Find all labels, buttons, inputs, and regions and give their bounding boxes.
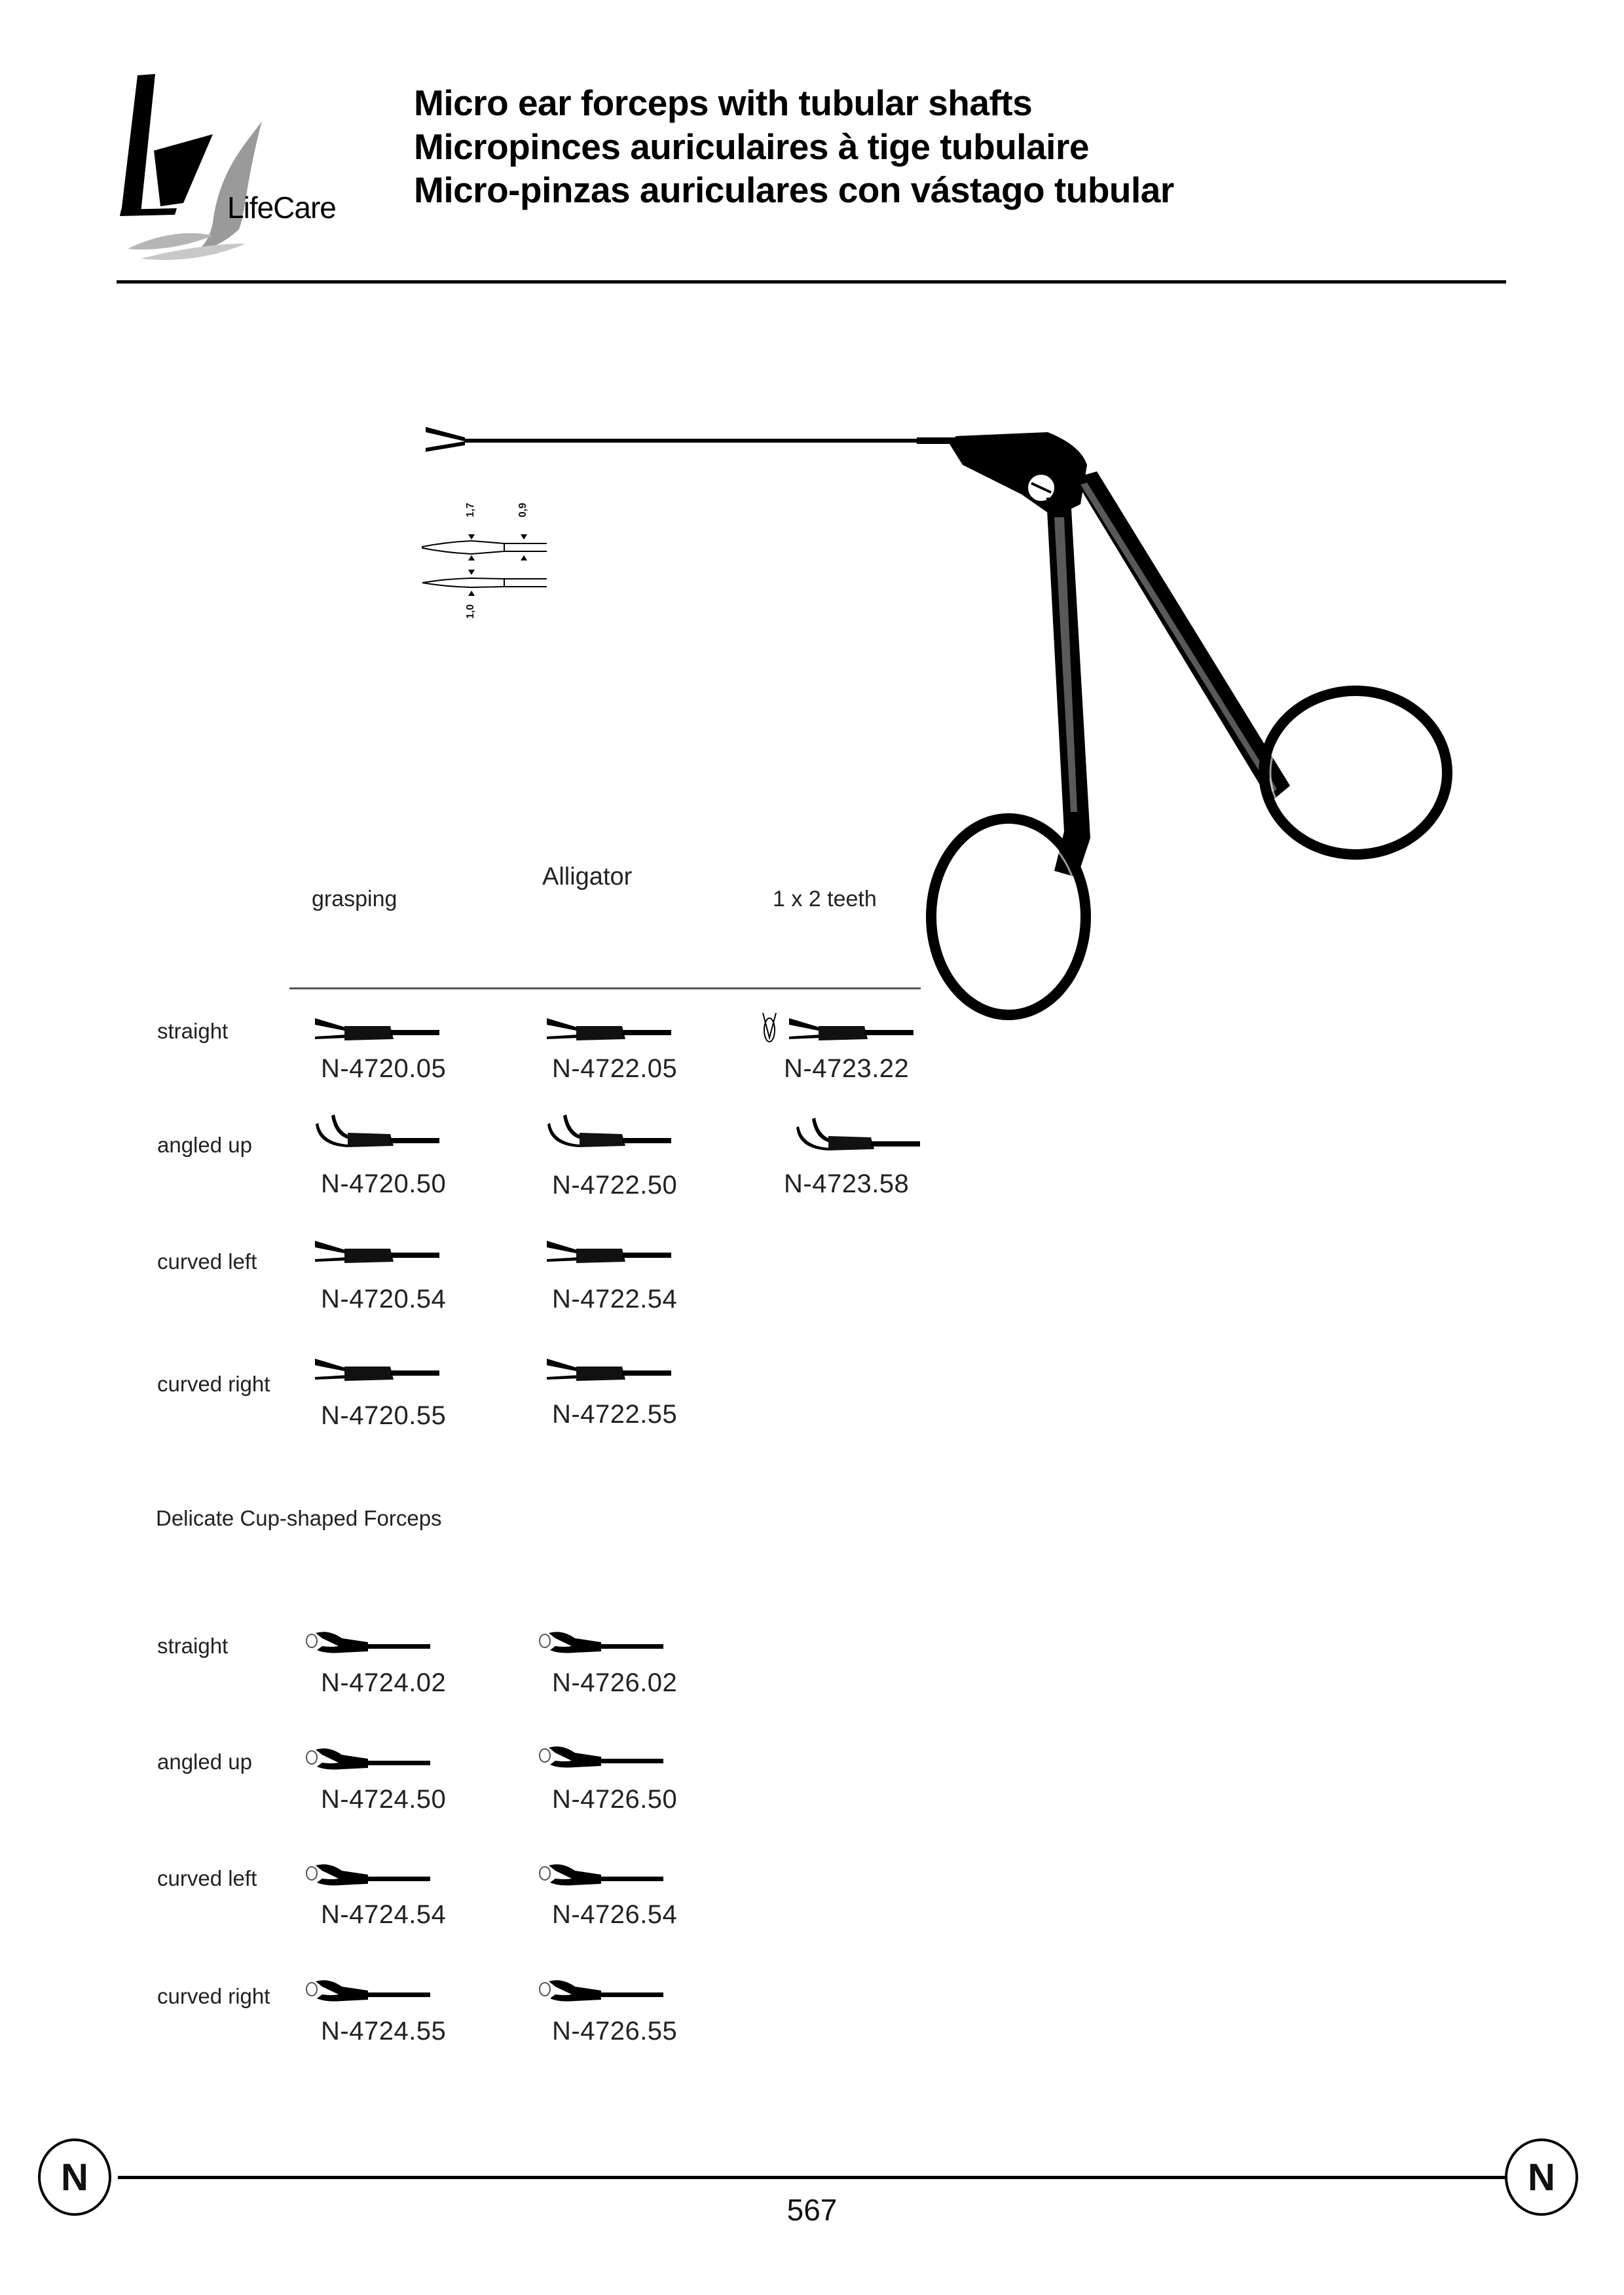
alligator-heading: Alligator — [542, 863, 633, 890]
cup-tip-angled-up-icon — [536, 1738, 667, 1778]
product-code: N-4723.58 — [784, 1169, 910, 1198]
header-divider — [117, 280, 1506, 284]
cup-tip-curved-left-icon — [303, 1856, 434, 1896]
lifecare-logo — [115, 72, 370, 268]
cup-tip-straight-icon — [303, 1624, 434, 1663]
title-english: Micro ear forceps with tubular shafts — [414, 83, 1033, 123]
tip-curved-left-grasping-icon — [312, 1234, 443, 1274]
tip-angled-alligator-icon — [544, 1113, 674, 1152]
product-code: N-4722.05 — [552, 1054, 678, 1083]
tip-curved-left-alligator-icon — [544, 1234, 674, 1274]
cup-tip-straight-icon — [536, 1624, 667, 1663]
product-code: N-4726.02 — [552, 1668, 678, 1697]
product-code: N-4722.55 — [552, 1400, 678, 1429]
product-code: N-4724.55 — [321, 2017, 447, 2046]
product-code: N-4722.54 — [552, 1285, 678, 1313]
dimension-diagram-icon — [406, 498, 563, 629]
lifecare-logo-icon — [115, 72, 370, 268]
column-header-grasping: grasping — [312, 887, 397, 911]
product-code: N-4720.55 — [321, 1401, 447, 1430]
page-number: 567 — [786, 2193, 838, 2227]
cup-tip-curved-right-icon — [303, 1972, 434, 2011]
row-label-curved-right: curved right — [157, 1372, 270, 1396]
row-label-angled-up: angled up — [157, 1750, 252, 1774]
dimension-jaw-width: 1,0 — [465, 604, 477, 619]
title-spanish: Micro-pinzas auriculares con vástago tubular — [414, 170, 1174, 210]
product-code: N-4726.55 — [552, 2017, 678, 2046]
logo-wordmark: LifeCare — [227, 191, 336, 225]
row-label-curved-left: curved left — [157, 1249, 257, 1274]
dimension-shaft-diameter: 0,9 — [517, 502, 529, 518]
section-badge-right: N — [1505, 2139, 1578, 2216]
tip-curved-right-grasping-icon — [312, 1352, 443, 1391]
row-label-curved-left: curved left — [157, 1866, 257, 1890]
product-code: N-4724.54 — [321, 1900, 447, 1929]
product-code: N-4723.22 — [784, 1054, 910, 1083]
product-code: N-4722.50 — [552, 1171, 678, 1200]
tip-dimension-diagram — [406, 498, 563, 629]
product-code: N-4726.54 — [552, 1900, 678, 1929]
tip-angled-teeth-icon — [792, 1116, 923, 1156]
row-label-straight: straight — [157, 1634, 229, 1658]
tip-curved-right-alligator-icon — [544, 1352, 674, 1391]
table-header-divider — [289, 987, 921, 989]
product-code: N-4724.50 — [321, 1785, 447, 1814]
column-header-teeth: 1 x 2 teeth — [773, 887, 877, 911]
cup-tip-angled-up-icon — [303, 1740, 434, 1780]
cup-tip-curved-left-icon — [536, 1856, 667, 1896]
row-label-straight: straight — [157, 1019, 229, 1043]
product-code: N-4720.50 — [321, 1169, 447, 1198]
footer-divider — [118, 2176, 1509, 2179]
dimension-tip-width: 1,7 — [465, 502, 477, 518]
product-code: N-4726.50 — [552, 1785, 678, 1814]
product-code: N-4720.05 — [321, 1054, 447, 1083]
cup-forceps-heading: Delicate Cup-shaped Forceps — [156, 1506, 442, 1530]
tip-straight-teeth-icon — [786, 1012, 917, 1051]
teeth-profile-icon — [760, 1012, 779, 1044]
forceps-drawing-icon — [419, 419, 1480, 1021]
section-badge-left: N — [38, 2139, 111, 2216]
tip-straight-grasping-icon — [312, 1012, 443, 1051]
tip-straight-alligator-icon — [544, 1012, 674, 1051]
title-french: Micropinces auriculaires à tige tubulaire — [414, 126, 1089, 167]
row-label-curved-right: curved right — [157, 1984, 270, 2008]
product-code: N-4724.02 — [321, 1668, 447, 1697]
product-code: N-4720.54 — [321, 1285, 447, 1313]
micro-ear-forceps-illustration — [419, 419, 1480, 1021]
tip-angled-grasping-icon — [312, 1113, 443, 1152]
row-label-angled-up: angled up — [157, 1133, 252, 1157]
cup-tip-curved-right-icon — [536, 1972, 667, 2011]
